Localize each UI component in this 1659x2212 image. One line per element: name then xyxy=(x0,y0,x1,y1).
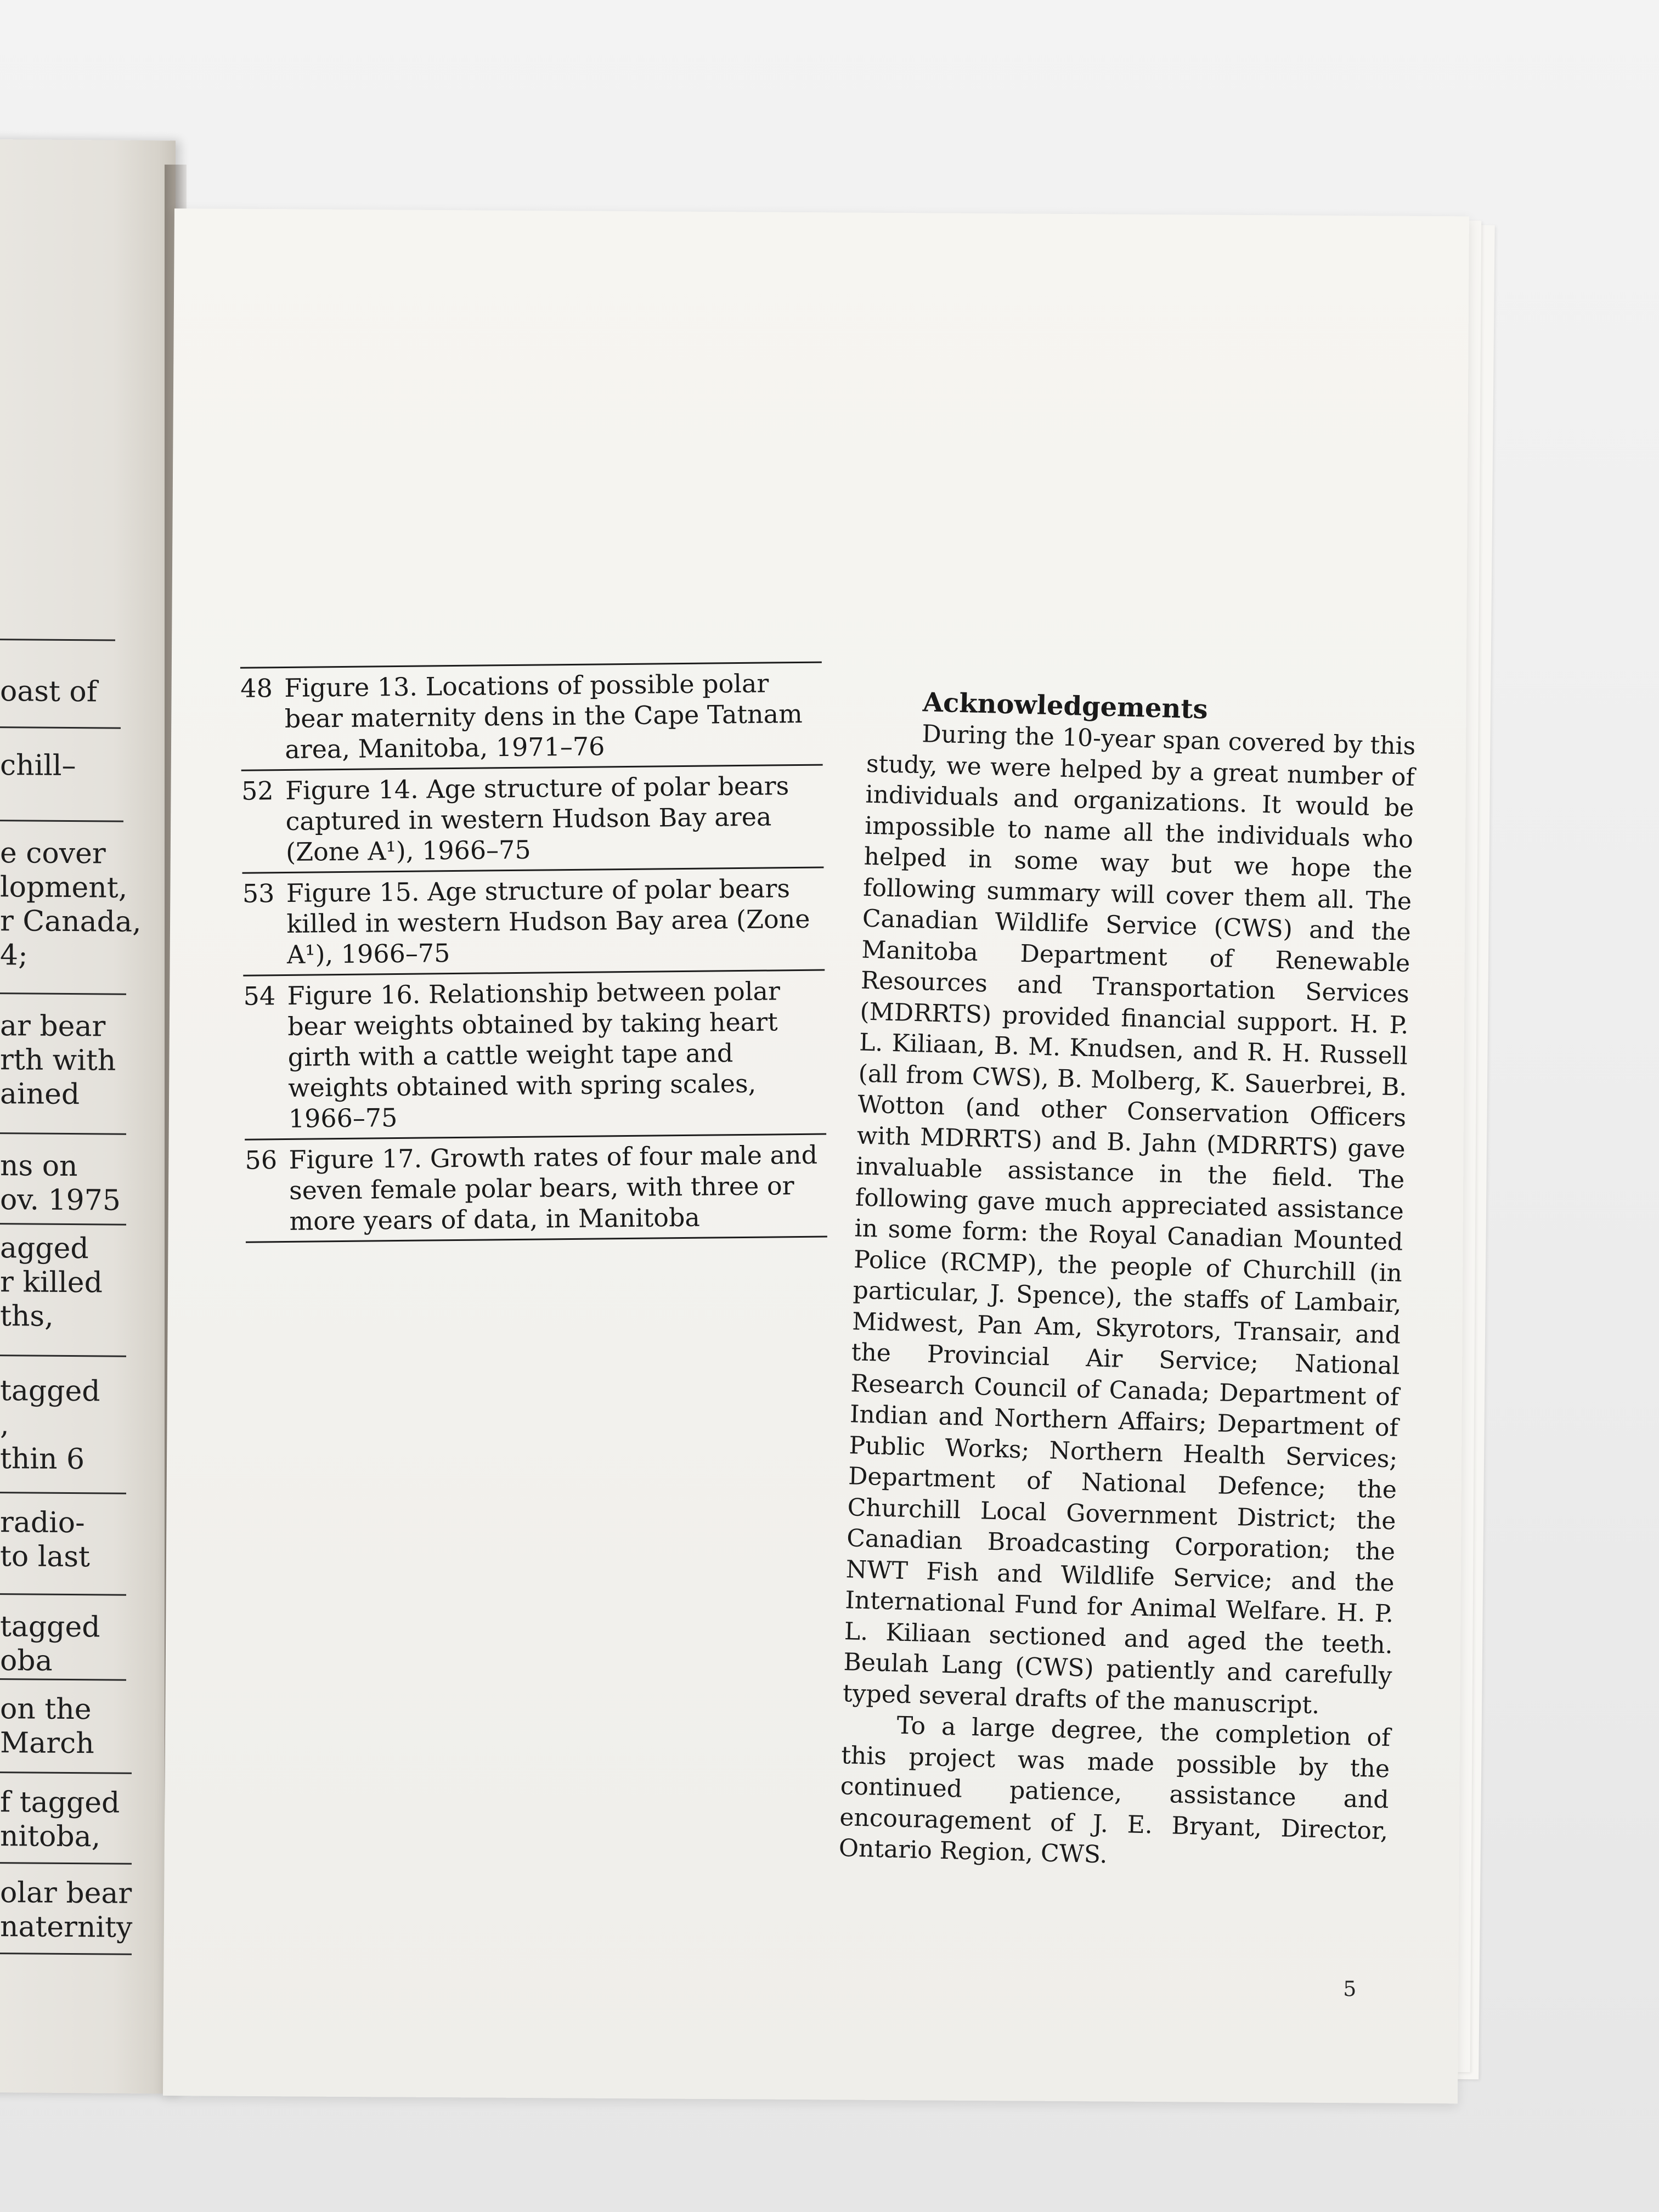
left-page-fragment: chill– xyxy=(0,749,76,783)
left-page-fragment: on the xyxy=(0,1692,92,1726)
left-page-fragment: March xyxy=(0,1726,94,1760)
figure-list-item xyxy=(245,1133,827,1243)
divider xyxy=(0,726,121,729)
figure-caption: Figure 13. Locations of possible polar bear maternity dens in the Cape Tatnam area, Manitoba, 1971–76 xyxy=(284,668,803,764)
divider xyxy=(0,1593,126,1596)
divider xyxy=(0,1223,126,1226)
left-page-fragment: e cover xyxy=(0,837,106,871)
left-page-fragment: f tagged xyxy=(0,1786,120,1820)
figure-list-item xyxy=(242,867,825,975)
left-page-fragment: ths, xyxy=(0,1300,54,1333)
left-page-fragment: nitoba, xyxy=(0,1820,101,1854)
acknowledgements-heading: Acknowledgements xyxy=(922,687,1209,725)
left-page-fragment: oba xyxy=(0,1644,53,1678)
left-page-fragment: radio- xyxy=(0,1506,85,1540)
left-page-fragment: rth with xyxy=(0,1043,116,1077)
divider xyxy=(0,1355,126,1357)
figure-list xyxy=(240,662,827,1243)
left-facing-page xyxy=(0,139,176,2094)
left-page-fragment: tagged xyxy=(0,1610,100,1644)
figure-page-number: 53 xyxy=(242,878,275,909)
figure-caption: Figure 15. Age structure of polar bears killed in western Hudson Bay area (Zone A¹), 1966–75 xyxy=(286,873,810,969)
figure-caption: Figure 17. Growth rates of four male and seven female polar bears, with three or more years of data, in Manitoba xyxy=(289,1139,818,1236)
figure-list-item xyxy=(243,969,826,1139)
divider xyxy=(0,1492,126,1494)
figure-caption: Figure 16. Relationship between polar bear weights obtained by taking heart girth with a cattle weight tape and weights obtained with spring scales, 1966–75 xyxy=(287,976,781,1133)
divider xyxy=(0,1771,132,1774)
left-page-fragment: 4; xyxy=(0,939,28,972)
left-page-fragment: naternity xyxy=(0,1910,133,1944)
left-page-fragment: oast of xyxy=(0,675,97,709)
divider xyxy=(0,820,123,822)
left-page-fragment: ns on xyxy=(0,1149,78,1183)
left-page-fragment: tagged xyxy=(0,1374,100,1408)
figure-caption: Figure 14. Age structure of polar bears captured in western Hudson Bay area (Zone A¹), 1966–75 xyxy=(285,771,789,867)
left-page-fragment: thin 6 xyxy=(0,1442,85,1476)
acknowledgements-paragraph: During the 10-year span covered by this study, we were helped by a great number of individuals and organizations. It would be impossible to name all the individuals who helped in some way but we hope the following summary will cover them all. The Canadian Wildlife Service (CWS) and the Manitoba Department of Renewable Resources and Transportation Services (MDRRTS) provided financial support. H. P. L. Kiliaan, B. M. Knudsen, and R. H. Russell (all from CWS), B. Molberg, K. Sauerbrei, B. Wotton (and other Conservation Officers with MDRRTS) and B. Jahn (MDRRTS) gave invaluable assistance in the field. The following gave much appreciated assistance in some form: the Royal Canadian Mounted Police (RCMP), the people of Churchill (in particular, J. Spence), the staffs of Lambair, Midwest, Pan Am, Skyrotors, Transair, and the Provincial Air Service; National Research Council of Canada; Department of Indian and Northern Affairs; Department of Public Works; Northern Health Services; Department of National Defence; the Churchill Local Government District; the Canadian Broadcasting Corporation; the NWT Fish and Wildlife Service; and the International Fund for Animal Welfare. H. P. L. Kiliaan sectioned and aged the teeth. Beulah Lang (CWS) patiently and carefully typed several drafts of the manuscript. xyxy=(842,720,1416,1719)
right-page xyxy=(163,208,1469,2103)
left-page-fragment: ar bear xyxy=(0,1009,106,1043)
acknowledgements-paragraph: To a large degree, the completion of this project was made possible by the continued patience, assistance and encouragement of J. E. Bryant, Director, Ontario Region, CWS. xyxy=(838,1711,1391,1869)
left-page-fragment: r killed xyxy=(0,1266,103,1300)
divider xyxy=(0,1132,126,1135)
left-page-fragment: ained xyxy=(0,1077,80,1111)
figure-page-number: 56 xyxy=(245,1145,278,1175)
figure-list-item xyxy=(241,764,824,872)
left-page-fragment: agged xyxy=(0,1232,89,1266)
divider xyxy=(0,1953,132,1955)
left-page-fragment: , xyxy=(0,1408,9,1442)
left-page-fragment: ov. 1975 xyxy=(0,1183,121,1217)
left-page-fragment: lopment, xyxy=(0,871,128,905)
figure-list-item xyxy=(240,662,823,770)
divider xyxy=(0,992,126,995)
divider xyxy=(0,1862,132,1865)
acknowledgements-section xyxy=(838,685,1417,1878)
divider xyxy=(0,1678,126,1681)
figure-page-number: 54 xyxy=(243,981,276,1011)
left-page-fragment: olar bear xyxy=(0,1876,132,1910)
left-page-fragment: to last xyxy=(0,1540,90,1574)
page-number: 5 xyxy=(1343,1977,1357,2001)
figure-page-number: 48 xyxy=(240,673,273,703)
figure-page-number: 52 xyxy=(241,776,274,806)
divider xyxy=(0,639,115,641)
left-page-fragment: r Canada, xyxy=(0,905,142,939)
